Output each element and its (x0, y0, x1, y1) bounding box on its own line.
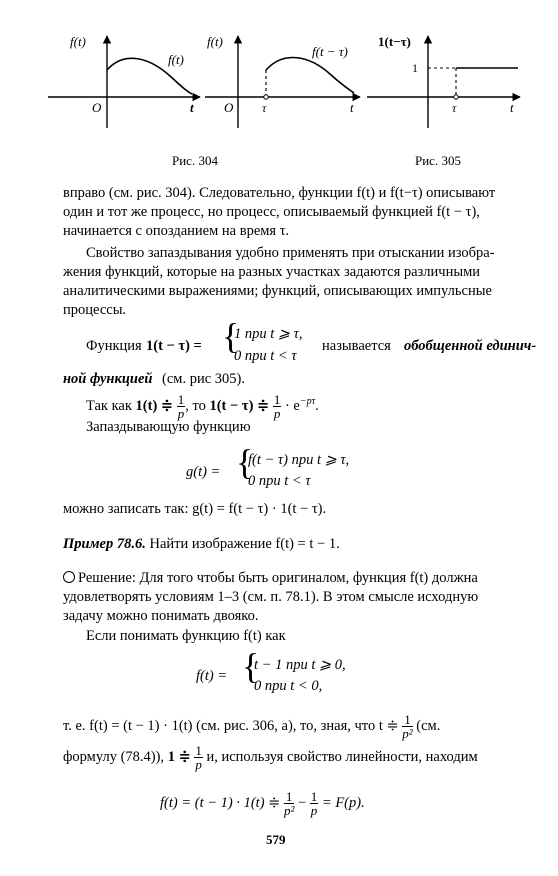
brace-2: { (236, 442, 254, 482)
f-case2: 0 при t < 0, (254, 678, 323, 694)
p1-line3: начинается с опозданием на время τ. (63, 223, 290, 239)
formula-line: формулу (78.4)), 1 ≑ $\frac{1}{p}$ и, используя свойство линейности, находим (63, 743, 478, 772)
graph-f-of-t (48, 34, 200, 128)
g3-tau: τ (452, 101, 457, 115)
g2-curve-label: f(t − τ) (312, 44, 348, 59)
figures-area (0, 28, 558, 168)
p1-line1: вправо (см. рис. 304). Следовательно, функции f(t) и f(t−τ) описывают (63, 185, 496, 201)
graph-unit-step (367, 34, 520, 128)
f-lhs: f(t) = (196, 668, 228, 684)
g-lhs: g(t) = (186, 464, 221, 480)
p2-line3: аналитическими выражениями; функций, описывающих импульсные (63, 283, 492, 299)
circle-marker-icon (63, 571, 75, 583)
gen-unit-1: обобщенной единич- (404, 338, 537, 354)
f-case1: t − 1 при t ⩾ 0, (254, 657, 346, 673)
example (63, 535, 340, 554)
case1b: 0 при t < τ (234, 348, 297, 364)
example-text: Найти изображение f(t) = t − 1. (149, 536, 340, 552)
can-write: можно записать так: g(t) = f(t − τ) · 1(t − τ). (63, 501, 327, 517)
solution-line2: удовлетворять условиям 1–3 (см. п. 78.1). В этом смысле исходную (63, 589, 479, 605)
g3-xlabel: t (510, 100, 514, 115)
p2-line1: Свойство запаздывания удобно применять при отыскании изобра- (86, 245, 495, 261)
g2-origin: O (224, 100, 234, 115)
delayed-function: Запаздывающую функцию (86, 419, 251, 435)
final-formula: f(t) = (t − 1) · 1(t) ≑ $\frac{1}{\text{p²}}$ − $\frac{1}{p}$ = F(p). (160, 789, 365, 818)
g2-ylabel: f(t) (207, 34, 223, 49)
graph-f-of-t-minus-tau (205, 34, 360, 128)
g1-origin: O (92, 100, 102, 115)
called: называется (322, 338, 391, 354)
g1-ylabel: f(t) (70, 34, 86, 49)
p1-line2: один и тот же процесс, но процесс, описываемый функцией f(t − τ), (63, 204, 480, 220)
solution-line3: задачу можно понимать двояко. (63, 608, 259, 624)
func-lhs: 1(t − τ) = (146, 338, 202, 354)
p2-line2: жения функций, которые на разных участках задаются различными (63, 264, 481, 280)
brace-3: { (242, 646, 260, 686)
g1-xlabel: t (190, 100, 194, 115)
func-word: Функция (86, 338, 142, 354)
example-label: Пример 78.6. (63, 536, 146, 552)
brace-1: { (222, 316, 240, 356)
ie-line: т. е. f(t) = (t − 1) · 1(t) (см. рис. 306, а), то, зная, что t ≑ $\frac{1}{\text{p²}}$ (см. (63, 712, 441, 741)
since-line: Так как 1(t) ≑ $\frac{1}{p}$ , то 1(t − τ) ≑ $\frac{1}{p}$ · $e^{-p\tau}$. (86, 392, 319, 421)
g-case1: f(t − τ) при t ⩾ τ, (248, 452, 350, 468)
caption-304: Рис. 304 (172, 153, 218, 168)
g2-xlabel: t (350, 100, 354, 115)
gen-unit-2: ной функцией (63, 371, 153, 387)
if-understand: Если понимать функцию f(t) как (86, 628, 286, 644)
see-305: (см. рис 305). (162, 371, 245, 387)
g-case2: 0 при t < τ (248, 473, 311, 489)
page-number: 579 (266, 832, 286, 847)
g3-ylabel: 1(t−τ) (378, 34, 411, 49)
g2-tau: τ (262, 101, 267, 115)
g3-one: 1 (412, 61, 418, 75)
p2-line4: процессы. (63, 302, 127, 318)
caption-305: Рис. 305 (415, 153, 461, 168)
solution-line1: Решение: Для того чтобы быть оригиналом, функция f(t) должна (63, 569, 478, 588)
g1-curve-label: f(t) (168, 52, 184, 67)
case1a: 1 при t ⩾ τ, (234, 326, 303, 342)
